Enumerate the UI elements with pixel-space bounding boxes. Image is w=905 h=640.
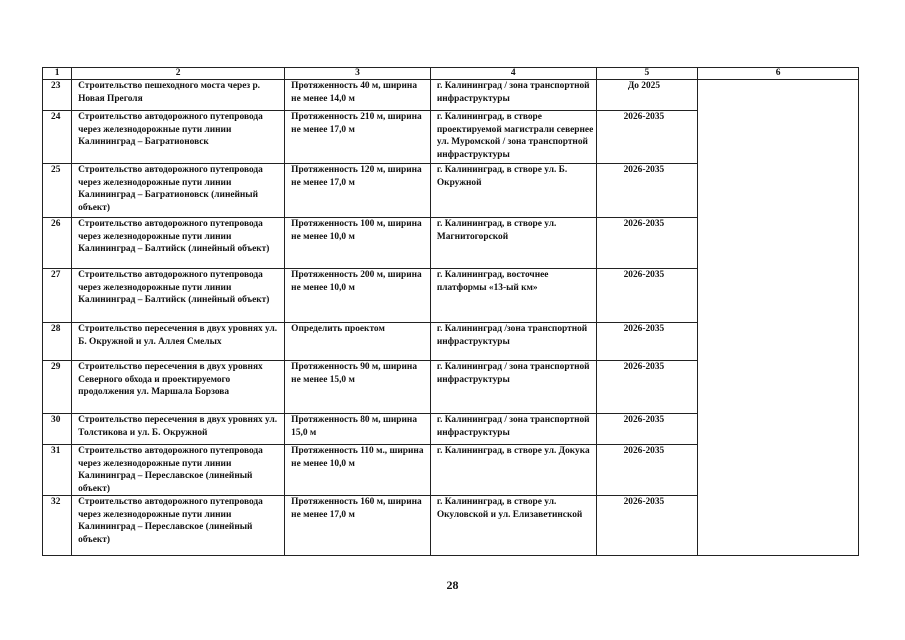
row-number: 31 <box>43 445 72 496</box>
row-number: 29 <box>43 361 72 414</box>
row-number: 26 <box>43 218 72 269</box>
row-location: г. Калининград, в створе ул. Магнитогорской <box>430 218 596 269</box>
row-period: 2026-2035 <box>596 361 697 414</box>
header-col-6: 6 <box>698 68 859 80</box>
row-characteristics: Протяженность 110 м., ширина не менее 10,0 м <box>285 445 431 496</box>
row-number: 28 <box>43 323 72 361</box>
row-period: 2026-2035 <box>596 323 697 361</box>
row-characteristics: Протяженность 210 м, ширина не менее 17,0 м <box>285 111 431 164</box>
row-characteristics: Протяженность 200 м, ширина не менее 10,0 м <box>285 269 431 323</box>
row-object-name: Строительство пересечения в двух уровнях Северного обхода и проектируемого продолжения ул. Маршала Борзова <box>72 361 285 414</box>
row-period: 2026-2035 <box>596 496 697 556</box>
row-location: г. Калининград, в створе ул. Б. Окружной <box>430 164 596 218</box>
row-object-name: Строительство автодорожного путепровода через железнодорожные пути линии Калининград – Балтийск (линейный объект) <box>72 269 285 323</box>
row-object-name: Строительство автодорожного путепровода через железнодорожные пути линии Калининград – Багратионовск <box>72 111 285 164</box>
row-characteristics: Протяженность 120 м, ширина не менее 17,0 м <box>285 164 431 218</box>
row-characteristics: Протяженность 90 м, ширина не менее 15,0 м <box>285 361 431 414</box>
row-object-name: Строительство пересечения в двух уровнях ул. Толстикова и ул. Б. Окружной <box>72 414 285 445</box>
row-characteristics: Протяженность 160 м, ширина не менее 17,0 м <box>285 496 431 556</box>
table-body <box>43 80 859 556</box>
row-object-name: Строительство автодорожного путепровода через железнодорожные пути линии Калининград – Балтийск (линейный объект) <box>72 218 285 269</box>
row-object-name: Строительство автодорожного путепровода через железнодорожные пути линии Калининград – Переславское (линейный объект) <box>72 496 285 556</box>
row-characteristics: Определить проектом <box>285 323 431 361</box>
row-period: 2026-2035 <box>596 164 697 218</box>
row-location: г. Калининград / зона транспортной инфраструктуры <box>430 80 596 111</box>
row-characteristics: Протяженность 80 м, ширина 15,0 м <box>285 414 431 445</box>
row-number: 24 <box>43 111 72 164</box>
row-object-name: Строительство автодорожного путепровода через железнодорожные пути линии Калининград – Переславское (линейный объект) <box>72 445 285 496</box>
row-location: г. Калининград / зона транспортной инфраструктуры <box>430 361 596 414</box>
header-row <box>43 68 859 80</box>
row-period: 2026-2035 <box>596 414 697 445</box>
row-period: 2026-2035 <box>596 445 697 496</box>
infrastructure-table <box>42 67 859 556</box>
row-location: г. Калининград /зона транспортной инфраструктуры <box>430 323 596 361</box>
row-object-name: Строительство пересечения в двух уровнях ул. Б. Окружной и ул. Аллея Смелых <box>72 323 285 361</box>
row-period: 2026-2035 <box>596 218 697 269</box>
header-col-5: 5 <box>596 68 697 80</box>
row-period: 2026-2035 <box>596 111 697 164</box>
row-location: г. Калининград, в створе ул. Окуловской и ул. Елизаветинской <box>430 496 596 556</box>
table-header <box>43 68 859 80</box>
header-col-3: 3 <box>285 68 431 80</box>
page-number: 28 <box>446 578 459 592</box>
row-object-name: Строительство пешеходного моста через р. Новая Преголя <box>72 80 285 111</box>
row-object-name: Строительство автодорожного путепровода через железнодорожные пути линии Калининград – Багратионовск (линейный объект) <box>72 164 285 218</box>
header-col-2: 2 <box>72 68 285 80</box>
row-number: 32 <box>43 496 72 556</box>
row-location: г. Калининград, в створе ул. Докука <box>430 445 596 496</box>
row-number: 27 <box>43 269 72 323</box>
row-period: До 2025 <box>596 80 697 111</box>
header-col-4: 4 <box>430 68 596 80</box>
notes-column-cell <box>698 80 859 556</box>
table-row <box>43 80 859 111</box>
row-period: 2026-2035 <box>596 269 697 323</box>
header-col-1: 1 <box>43 68 72 80</box>
row-characteristics: Протяженность 40 м, ширина не менее 14,0 м <box>285 80 431 111</box>
row-number: 23 <box>43 80 72 111</box>
row-location: г. Калининград / зона транспортной инфраструктуры <box>430 414 596 445</box>
row-number: 25 <box>43 164 72 218</box>
row-location: г. Калининград, восточнее платформы «13-ый км» <box>430 269 596 323</box>
row-location: г. Калининград, в створе проектируемой магистрали севернее ул. Муромской / зона транспортной инфраструктуры <box>430 111 596 164</box>
row-characteristics: Протяженность 100 м, ширина не менее 10,0 м <box>285 218 431 269</box>
row-number: 30 <box>43 414 72 445</box>
